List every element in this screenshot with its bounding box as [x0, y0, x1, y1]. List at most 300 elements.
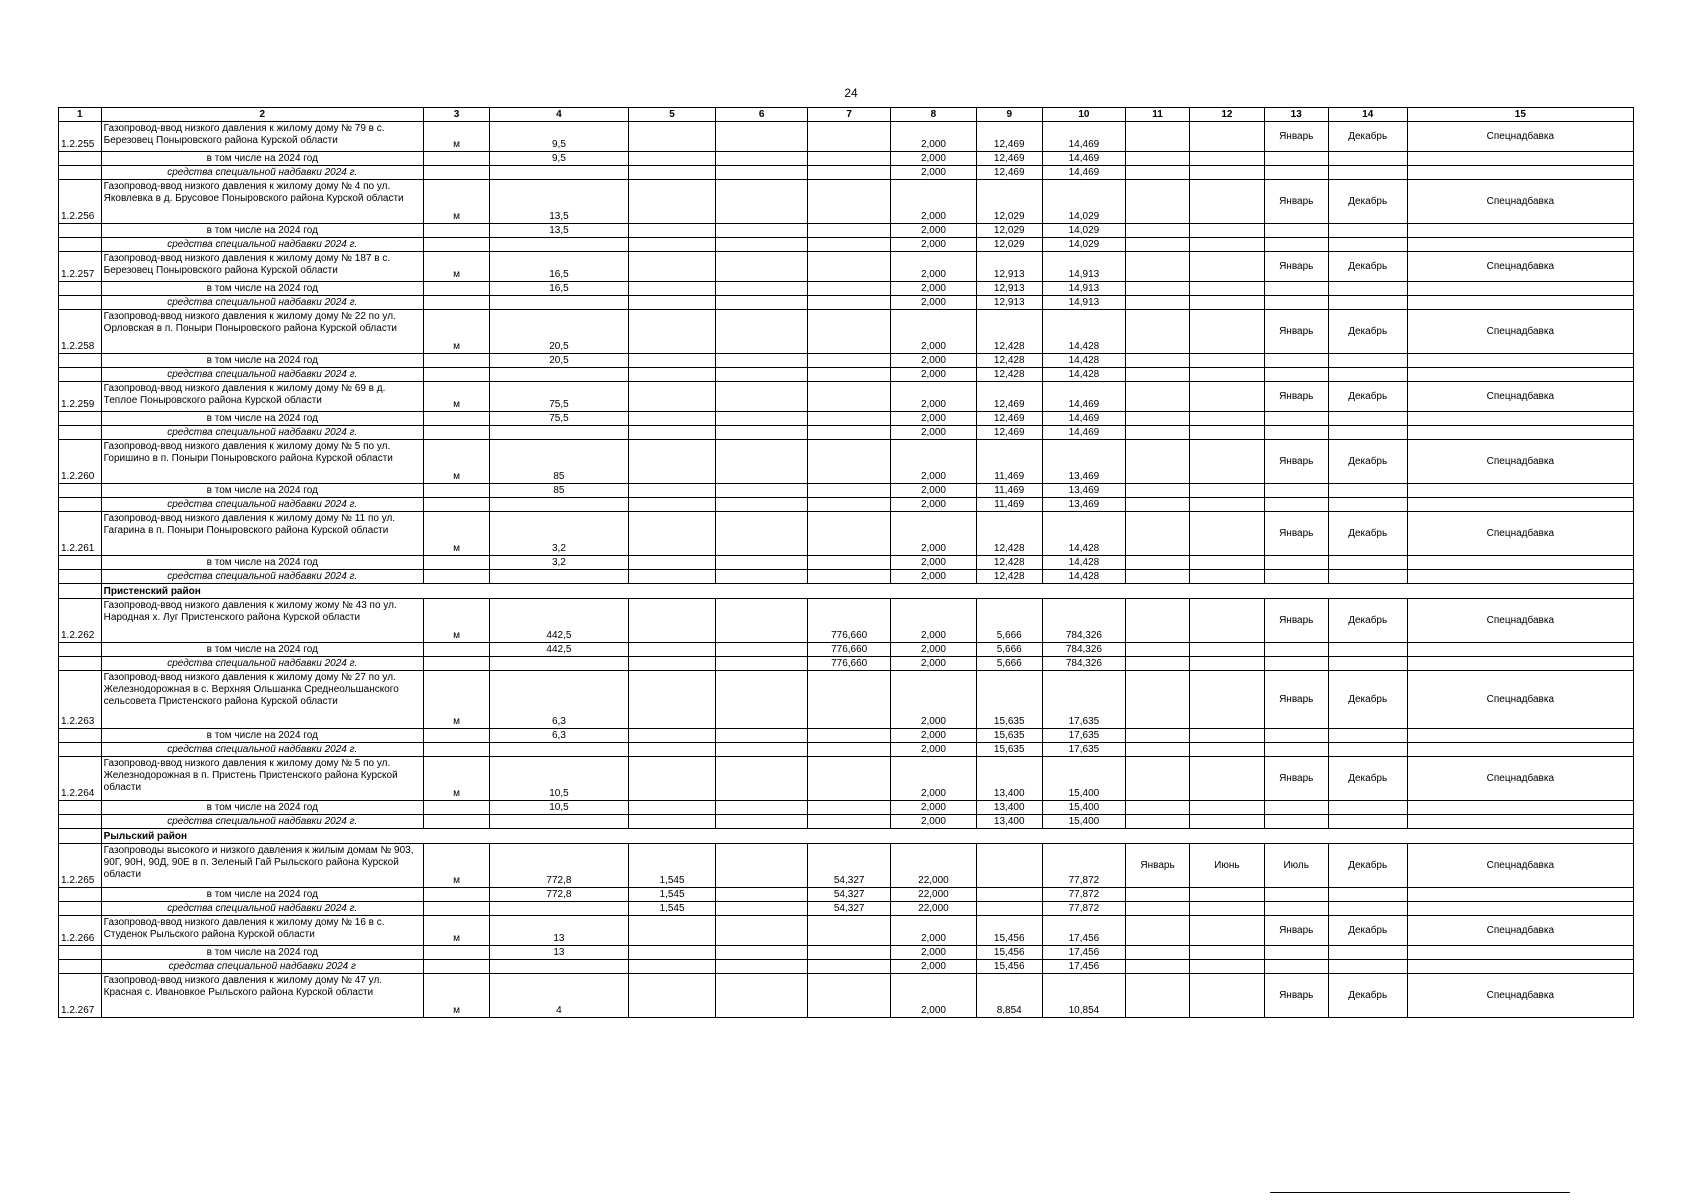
value-7-cell	[808, 960, 891, 974]
value-9-cell: 12,428	[976, 512, 1042, 556]
value-6-cell	[716, 729, 808, 743]
value-5-cell	[628, 296, 716, 310]
value-6-cell	[716, 382, 808, 412]
table-row	[59, 122, 1634, 152]
value-9-cell: 15,635	[976, 729, 1042, 743]
value-10-cell: 14,029	[1042, 180, 1125, 224]
row-number-cell: 1.2.258	[59, 310, 102, 354]
footer-rule	[1270, 1192, 1570, 1193]
value-6-cell	[716, 252, 808, 282]
start-month-13-cell	[1264, 296, 1328, 310]
end-month-14-cell: Декабрь	[1328, 599, 1407, 643]
special-fund-row	[59, 657, 1634, 671]
description-cell: в том числе на 2024 год	[101, 152, 423, 166]
value-8-cell: 22,000	[891, 902, 976, 916]
description-cell: в том числе на 2024 год	[101, 888, 423, 902]
row-number-cell: 1.2.257	[59, 252, 102, 282]
value-6-cell	[716, 224, 808, 238]
length-cell: 6,3	[490, 729, 629, 743]
value-9-cell: 12,428	[976, 570, 1042, 584]
value-10-cell: 17,635	[1042, 729, 1125, 743]
start-month-13-cell	[1264, 743, 1328, 757]
unit-cell	[423, 484, 489, 498]
value-9-cell: 12,469	[976, 382, 1042, 412]
table-row	[59, 916, 1634, 946]
value-9-cell	[976, 844, 1042, 888]
start-month-13-cell: Январь	[1264, 382, 1328, 412]
row-number-cell	[59, 801, 102, 815]
funding-source-cell	[1407, 960, 1633, 974]
value-8-cell: 2,000	[891, 671, 976, 729]
length-cell: 20,5	[490, 354, 629, 368]
start-month-11-cell	[1126, 888, 1190, 902]
start-month-11-cell	[1126, 671, 1190, 729]
unit-cell: м	[423, 440, 489, 484]
unit-cell	[423, 815, 489, 829]
value-5-cell	[628, 354, 716, 368]
end-month-12-cell	[1190, 743, 1265, 757]
end-month-14-cell	[1328, 224, 1407, 238]
table-row	[59, 512, 1634, 556]
start-month-11-cell	[1126, 757, 1190, 801]
length-cell: 772,8	[490, 844, 629, 888]
start-month-11-cell	[1126, 916, 1190, 946]
value-7-cell	[808, 252, 891, 282]
start-month-13-cell	[1264, 498, 1328, 512]
start-month-13-cell	[1264, 888, 1328, 902]
start-month-11-cell	[1126, 440, 1190, 484]
column-header-12: 12	[1190, 108, 1265, 122]
unit-cell	[423, 643, 489, 657]
value-7-cell	[808, 238, 891, 252]
unit-cell	[423, 238, 489, 252]
value-8-cell: 2,000	[891, 354, 976, 368]
row-number-cell	[59, 238, 102, 252]
value-5-cell	[628, 599, 716, 643]
value-6-cell	[716, 671, 808, 729]
funding-source-cell: Спецнадбавка	[1407, 252, 1633, 282]
start-month-13-cell	[1264, 354, 1328, 368]
row-number-cell	[59, 743, 102, 757]
description-cell: средства специальной надбавки 2024 г.	[101, 743, 423, 757]
length-cell: 9,5	[490, 152, 629, 166]
unit-cell	[423, 498, 489, 512]
row-number-cell	[59, 152, 102, 166]
value-7-cell	[808, 296, 891, 310]
value-6-cell	[716, 801, 808, 815]
table-row	[59, 671, 1634, 729]
funding-source-cell	[1407, 224, 1633, 238]
value-8-cell: 2,000	[891, 484, 976, 498]
value-8-cell: 2,000	[891, 224, 976, 238]
value-5-cell	[628, 180, 716, 224]
column-header-15: 15	[1407, 108, 1633, 122]
start-month-11-cell	[1126, 556, 1190, 570]
row-number-cell	[59, 354, 102, 368]
start-month-13-cell	[1264, 556, 1328, 570]
value-5-cell	[628, 426, 716, 440]
value-7-cell	[808, 484, 891, 498]
value-5-cell	[628, 570, 716, 584]
special-fund-row	[59, 166, 1634, 180]
row-number-cell	[59, 556, 102, 570]
value-7-cell	[808, 671, 891, 729]
value-7-cell	[808, 426, 891, 440]
length-cell	[490, 743, 629, 757]
end-month-14-cell: Декабрь	[1328, 440, 1407, 484]
value-7-cell	[808, 282, 891, 296]
value-5-cell	[628, 643, 716, 657]
value-8-cell: 2,000	[891, 166, 976, 180]
value-8-cell: 2,000	[891, 180, 976, 224]
funding-source-cell: Спецнадбавка	[1407, 916, 1633, 946]
row-number-cell: 1.2.263	[59, 671, 102, 729]
funding-source-cell: Спецнадбавка	[1407, 671, 1633, 729]
start-month-13-cell: Январь	[1264, 757, 1328, 801]
end-month-14-cell	[1328, 238, 1407, 252]
unit-cell	[423, 657, 489, 671]
value-10-cell: 14,029	[1042, 238, 1125, 252]
value-10-cell: 14,428	[1042, 512, 1125, 556]
value-5-cell: 1,545	[628, 888, 716, 902]
start-month-13-cell	[1264, 368, 1328, 382]
value-9-cell: 15,456	[976, 916, 1042, 946]
subtotal-row	[59, 946, 1634, 960]
value-5-cell	[628, 412, 716, 426]
subtotal-row	[59, 354, 1634, 368]
start-month-11-cell	[1126, 498, 1190, 512]
start-month-11-cell	[1126, 426, 1190, 440]
end-month-14-cell: Декабрь	[1328, 757, 1407, 801]
row-number-cell	[59, 960, 102, 974]
value-5-cell: 1,545	[628, 902, 716, 916]
start-month-11-cell	[1126, 801, 1190, 815]
value-9-cell: 12,469	[976, 122, 1042, 152]
start-month-13-cell	[1264, 729, 1328, 743]
row-number-cell	[59, 657, 102, 671]
value-6-cell	[716, 643, 808, 657]
table-body	[59, 122, 1634, 1018]
end-month-14-cell: Декабрь	[1328, 974, 1407, 1018]
end-month-12-cell	[1190, 570, 1265, 584]
start-month-11-cell	[1126, 412, 1190, 426]
start-month-13-cell	[1264, 815, 1328, 829]
funding-source-cell	[1407, 556, 1633, 570]
start-month-13-cell: Январь	[1264, 310, 1328, 354]
end-month-12-cell: Июнь	[1190, 844, 1265, 888]
value-7-cell	[808, 946, 891, 960]
funding-source-cell	[1407, 282, 1633, 296]
value-9-cell: 12,469	[976, 152, 1042, 166]
start-month-13-cell	[1264, 801, 1328, 815]
length-cell	[490, 902, 629, 916]
unit-cell	[423, 743, 489, 757]
table-row	[59, 180, 1634, 224]
value-5-cell	[628, 512, 716, 556]
value-5-cell	[628, 498, 716, 512]
end-month-12-cell	[1190, 946, 1265, 960]
value-5-cell	[628, 916, 716, 946]
value-6-cell	[716, 657, 808, 671]
funding-source-cell: Спецнадбавка	[1407, 310, 1633, 354]
start-month-11-cell	[1126, 382, 1190, 412]
value-7-cell: 776,660	[808, 643, 891, 657]
length-cell	[490, 368, 629, 382]
value-8-cell: 2,000	[891, 570, 976, 584]
start-month-13-cell	[1264, 238, 1328, 252]
end-month-14-cell	[1328, 484, 1407, 498]
end-month-14-cell	[1328, 960, 1407, 974]
unit-cell	[423, 888, 489, 902]
value-7-cell	[808, 570, 891, 584]
length-cell	[490, 570, 629, 584]
unit-cell	[423, 224, 489, 238]
value-9-cell	[976, 888, 1042, 902]
value-6-cell	[716, 166, 808, 180]
start-month-11-cell	[1126, 368, 1190, 382]
value-9-cell: 11,469	[976, 498, 1042, 512]
unit-cell: м	[423, 757, 489, 801]
start-month-13-cell	[1264, 166, 1328, 180]
value-6-cell	[716, 570, 808, 584]
value-9-cell: 12,469	[976, 426, 1042, 440]
value-9-cell: 12,428	[976, 368, 1042, 382]
end-month-14-cell	[1328, 643, 1407, 657]
end-month-14-cell	[1328, 152, 1407, 166]
description-cell: в том числе на 2024 год	[101, 946, 423, 960]
value-10-cell: 14,428	[1042, 368, 1125, 382]
funding-source-cell	[1407, 368, 1633, 382]
value-9-cell: 13,400	[976, 801, 1042, 815]
value-7-cell	[808, 729, 891, 743]
value-6-cell	[716, 902, 808, 916]
funding-source-cell	[1407, 946, 1633, 960]
table-row	[59, 310, 1634, 354]
end-month-12-cell	[1190, 498, 1265, 512]
value-7-cell: 776,660	[808, 599, 891, 643]
row-number-cell	[59, 643, 102, 657]
column-header-4: 4	[490, 108, 629, 122]
start-month-13-cell	[1264, 282, 1328, 296]
description-cell: средства специальной надбавки 2024 г.	[101, 815, 423, 829]
value-5-cell	[628, 671, 716, 729]
value-5-cell	[628, 152, 716, 166]
value-9-cell: 12,029	[976, 180, 1042, 224]
value-10-cell: 15,400	[1042, 815, 1125, 829]
value-8-cell: 22,000	[891, 888, 976, 902]
description-cell: средства специальной надбавки 2024 г.	[101, 657, 423, 671]
value-8-cell: 2,000	[891, 599, 976, 643]
funding-source-cell	[1407, 570, 1633, 584]
table-row	[59, 252, 1634, 282]
value-10-cell: 14,469	[1042, 166, 1125, 180]
row-number-cell	[59, 815, 102, 829]
value-9-cell: 11,469	[976, 440, 1042, 484]
end-month-14-cell	[1328, 888, 1407, 902]
length-cell: 85	[490, 440, 629, 484]
end-month-14-cell: Декабрь	[1328, 122, 1407, 152]
district-header-row	[59, 829, 1634, 844]
value-8-cell: 2,000	[891, 252, 976, 282]
start-month-11-cell	[1126, 599, 1190, 643]
unit-cell	[423, 368, 489, 382]
funding-source-cell	[1407, 412, 1633, 426]
funding-source-cell	[1407, 801, 1633, 815]
description-cell: средства специальной надбавки 2024 г.	[101, 498, 423, 512]
end-month-12-cell	[1190, 757, 1265, 801]
funding-source-cell	[1407, 152, 1633, 166]
row-number-cell: 1.2.267	[59, 974, 102, 1018]
value-6-cell	[716, 282, 808, 296]
value-5-cell	[628, 974, 716, 1018]
end-month-14-cell	[1328, 296, 1407, 310]
length-cell: 4	[490, 974, 629, 1018]
value-7-cell	[808, 180, 891, 224]
district-name: Пристенский район	[101, 584, 1633, 599]
column-header-3: 3	[423, 108, 489, 122]
value-8-cell: 2,000	[891, 440, 976, 484]
start-month-11-cell	[1126, 657, 1190, 671]
value-8-cell: 2,000	[891, 382, 976, 412]
value-6-cell	[716, 310, 808, 354]
end-month-12-cell	[1190, 643, 1265, 657]
end-month-14-cell	[1328, 570, 1407, 584]
start-month-13-cell: Январь	[1264, 440, 1328, 484]
start-month-11-cell	[1126, 643, 1190, 657]
column-header-10: 10	[1042, 108, 1125, 122]
value-8-cell: 2,000	[891, 916, 976, 946]
value-10-cell: 10,854	[1042, 974, 1125, 1018]
value-8-cell: 2,000	[891, 296, 976, 310]
start-month-13-cell	[1264, 484, 1328, 498]
value-5-cell	[628, 310, 716, 354]
value-10-cell: 14,469	[1042, 122, 1125, 152]
value-5-cell	[628, 946, 716, 960]
length-cell	[490, 815, 629, 829]
unit-cell	[423, 960, 489, 974]
value-7-cell	[808, 498, 891, 512]
length-cell	[490, 426, 629, 440]
description-cell: Газопровод-ввод низкого давления к жилому дому № 5 по ул. Железнодорожная в п. Пристень Пристенского района Курской области	[101, 757, 423, 801]
funding-source-cell: Спецнадбавка	[1407, 599, 1633, 643]
funding-source-cell	[1407, 354, 1633, 368]
row-number-cell	[59, 902, 102, 916]
row-number-cell: 1.2.256	[59, 180, 102, 224]
value-9-cell: 15,635	[976, 743, 1042, 757]
value-9-cell: 15,456	[976, 946, 1042, 960]
subtotal-row	[59, 484, 1634, 498]
length-cell	[490, 498, 629, 512]
special-fund-row	[59, 498, 1634, 512]
value-5-cell: 1,545	[628, 844, 716, 888]
end-month-14-cell	[1328, 556, 1407, 570]
value-6-cell	[716, 815, 808, 829]
value-7-cell: 776,660	[808, 657, 891, 671]
funding-source-cell	[1407, 729, 1633, 743]
table-row	[59, 440, 1634, 484]
end-month-14-cell: Декабрь	[1328, 310, 1407, 354]
value-10-cell: 784,326	[1042, 657, 1125, 671]
unit-cell	[423, 729, 489, 743]
value-10-cell: 14,428	[1042, 354, 1125, 368]
value-10-cell: 77,872	[1042, 902, 1125, 916]
funding-source-cell	[1407, 498, 1633, 512]
value-8-cell: 2,000	[891, 238, 976, 252]
end-month-12-cell	[1190, 512, 1265, 556]
end-month-14-cell: Декабрь	[1328, 180, 1407, 224]
value-9-cell: 5,666	[976, 599, 1042, 643]
end-month-12-cell	[1190, 484, 1265, 498]
length-cell: 6,3	[490, 671, 629, 729]
value-6-cell	[716, 426, 808, 440]
value-8-cell: 2,000	[891, 368, 976, 382]
description-cell: в том числе на 2024 год	[101, 282, 423, 296]
end-month-12-cell	[1190, 296, 1265, 310]
description-cell: в том числе на 2024 год	[101, 643, 423, 657]
value-10-cell: 14,029	[1042, 224, 1125, 238]
length-cell: 3,2	[490, 512, 629, 556]
length-cell	[490, 296, 629, 310]
value-8-cell: 2,000	[891, 152, 976, 166]
column-number-header-row	[59, 108, 1634, 122]
end-month-14-cell	[1328, 368, 1407, 382]
value-8-cell: 2,000	[891, 426, 976, 440]
start-month-11-cell	[1126, 152, 1190, 166]
value-6-cell	[716, 484, 808, 498]
funding-source-cell: Спецнадбавка	[1407, 440, 1633, 484]
subtotal-row	[59, 556, 1634, 570]
length-cell: 16,5	[490, 252, 629, 282]
funding-source-cell: Спецнадбавка	[1407, 382, 1633, 412]
value-8-cell: 2,000	[891, 512, 976, 556]
value-10-cell: 13,469	[1042, 440, 1125, 484]
row-number-cell: 1.2.265	[59, 844, 102, 888]
start-month-13-cell: Январь	[1264, 974, 1328, 1018]
length-cell: 442,5	[490, 599, 629, 643]
length-cell	[490, 238, 629, 252]
start-month-13-cell	[1264, 412, 1328, 426]
value-9-cell	[976, 902, 1042, 916]
end-month-14-cell	[1328, 354, 1407, 368]
funding-source-cell	[1407, 426, 1633, 440]
value-8-cell: 2,000	[891, 122, 976, 152]
value-6-cell	[716, 946, 808, 960]
value-5-cell	[628, 960, 716, 974]
end-month-14-cell	[1328, 729, 1407, 743]
unit-cell	[423, 412, 489, 426]
end-month-12-cell	[1190, 224, 1265, 238]
value-5-cell	[628, 224, 716, 238]
row-number-cell: 1.2.266	[59, 916, 102, 946]
value-10-cell: 14,428	[1042, 310, 1125, 354]
start-month-11-cell	[1126, 224, 1190, 238]
value-10-cell: 17,456	[1042, 960, 1125, 974]
start-month-13-cell: Январь	[1264, 599, 1328, 643]
subtotal-row	[59, 282, 1634, 296]
value-5-cell	[628, 166, 716, 180]
table-row	[59, 844, 1634, 888]
capital-works-table	[58, 107, 1634, 1018]
description-cell: Газопровод-ввод низкого давления к жилому дому № 5 по ул. Горишино в п. Поныри Поныровского района Курской области	[101, 440, 423, 484]
value-7-cell	[808, 916, 891, 946]
value-10-cell: 77,872	[1042, 844, 1125, 888]
start-month-13-cell	[1264, 570, 1328, 584]
end-month-12-cell	[1190, 368, 1265, 382]
start-month-13-cell: Январь	[1264, 252, 1328, 282]
row-number-cell	[59, 946, 102, 960]
start-month-11-cell	[1126, 484, 1190, 498]
value-5-cell	[628, 282, 716, 296]
